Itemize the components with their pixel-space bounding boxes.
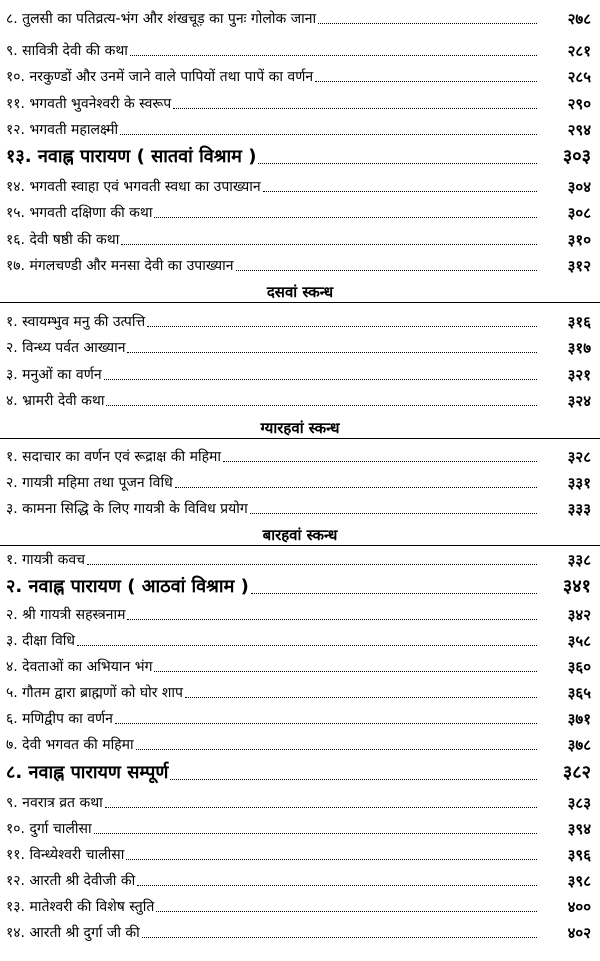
toc-entry — [6, 448, 591, 466]
entry-page-number: ३३८ — [567, 551, 591, 569]
entry-title: ४. देवताओं का अभियान भंग — [6, 659, 153, 675]
entry-title: १. सदाचार का वर्णन एवं रूद्राक्ष की महिमा — [6, 449, 222, 465]
toc-entry — [6, 551, 591, 569]
entry-page-number: २७८ — [567, 10, 591, 28]
entry-page-number: ३०४ — [567, 178, 591, 196]
entry-page-number: ३९४ — [567, 820, 591, 838]
toc-entry — [6, 231, 591, 249]
dot-leader — [147, 325, 537, 327]
toc-entry — [6, 710, 591, 728]
entry-page-number: २९० — [567, 95, 591, 113]
entry-page-number: २८१ — [567, 42, 591, 60]
entry-page-number: २९४ — [567, 121, 591, 139]
entry-page-number: ३३३ — [567, 500, 591, 518]
entry-page-number: ३४२ — [567, 606, 591, 624]
dot-leader — [223, 460, 537, 462]
toc-entry — [6, 898, 591, 916]
entry-title: ९. सावित्री देवी की कथा — [6, 43, 128, 59]
dot-leader — [136, 748, 537, 750]
entry-page-number: ३५८ — [567, 632, 591, 650]
dot-leader — [154, 670, 537, 672]
entry-page-number: ३०८ — [567, 204, 591, 222]
entry-title: ११. विन्ध्येश्वरी चालीसा — [6, 847, 125, 863]
entry-page-number: ३७८ — [567, 736, 591, 754]
entry-title: ५. गौतम द्वारा ब्राह्मणों को घोर शाप — [6, 685, 184, 701]
toc-entry — [6, 846, 591, 864]
dot-leader — [258, 162, 537, 164]
entry-page-number: ३१० — [567, 231, 591, 249]
dot-leader — [105, 806, 537, 808]
entry-page-number: ३६५ — [567, 684, 591, 702]
entry-title: ७. देवी भगवत की महिमा — [6, 737, 134, 753]
entry-title: १३. मातेश्वरी की विशेष स्तुति — [6, 899, 155, 915]
entry-title: १२. भगवती महालक्ष्मी — [6, 122, 119, 138]
entry-page-number: ३८३ — [567, 794, 591, 812]
entry-title: ८. नवाह्न पारायण सम्पूर्ण — [6, 762, 169, 783]
toc-entry — [6, 95, 591, 113]
dot-leader — [318, 22, 537, 24]
dot-leader — [236, 269, 537, 271]
entry-title: १. स्वायम्भुव मनु की उत्पत्ति — [6, 314, 146, 330]
dot-leader — [130, 54, 537, 56]
dot-leader — [126, 858, 537, 860]
entry-title: २. श्री गायत्री सहस्त्रनाम — [6, 607, 126, 623]
toc-entry — [6, 658, 591, 676]
dot-leader — [185, 696, 537, 698]
dot-leader — [315, 80, 537, 82]
toc-entry — [6, 178, 591, 196]
entry-title: १५. भगवती दक्षिणा की कथा — [6, 205, 153, 221]
toc-entry — [6, 257, 591, 275]
entry-title: ३. मनुओं का वर्णन — [6, 367, 102, 383]
entry-page-number: ३१६ — [567, 313, 591, 331]
entry-page-number: ३८२ — [562, 762, 591, 783]
entry-page-number: ३२८ — [567, 448, 591, 466]
toc-entry — [6, 339, 591, 357]
entry-title: १४. आरती श्री दुर्गा जी की — [6, 925, 140, 941]
dot-leader — [175, 486, 537, 488]
entry-title: ११. भगवती भुवनेश्वरी के स्वरूप — [6, 96, 172, 112]
entry-title: १०. दुर्गा चालीसा — [6, 821, 92, 837]
entry-title: १७. मंगलचण्डी और मनसा देवी का उपाख्यान — [6, 258, 234, 274]
toc-entry — [6, 204, 591, 222]
entry-title: २. विन्ध्य पर्वत आख्यान — [6, 340, 126, 356]
dot-leader — [104, 378, 537, 380]
entry-title: ३. दीक्षा विधि — [6, 633, 76, 649]
dot-leader — [137, 884, 537, 886]
section-heading: बारहवां स्कन्ध — [0, 525, 600, 546]
entry-title: १२. आरती श्री देवीजी की — [6, 873, 136, 889]
toc-entry — [6, 42, 591, 60]
toc-entry — [6, 794, 591, 812]
toc-entry — [6, 392, 591, 410]
dot-leader — [142, 936, 537, 938]
dot-leader — [170, 778, 537, 780]
dot-leader — [94, 832, 537, 834]
section-heading: दसवां स्कन्ध — [0, 282, 600, 303]
toc-entry — [6, 736, 591, 754]
dot-leader — [263, 190, 537, 192]
toc-entry — [6, 500, 591, 518]
entry-page-number: ३१२ — [567, 257, 591, 275]
toc-entry — [6, 606, 591, 624]
section-heading: ग्यारहवां स्कन्ध — [0, 418, 600, 439]
entry-page-number: ३९६ — [567, 846, 591, 864]
entry-title: ६. मणिद्वीप का वर्णन — [6, 711, 113, 727]
dot-leader — [127, 351, 537, 353]
entry-title: २. नवाह्न पारायण ( आठवां विश्राम ) — [6, 576, 249, 597]
entry-page-number: ४०२ — [567, 924, 591, 942]
entry-page-number: ३६० — [567, 658, 591, 676]
toc-entry — [6, 924, 591, 942]
entry-page-number: २८५ — [567, 68, 591, 86]
entry-title: ४. भ्रामरी देवी कथा — [6, 393, 105, 409]
toc-entry — [6, 632, 591, 650]
toc-entry — [6, 576, 591, 598]
entry-page-number: ३७१ — [567, 710, 591, 728]
dot-leader — [127, 618, 537, 620]
entry-page-number: ३३१ — [567, 474, 591, 492]
entry-page-number: ३१७ — [567, 339, 591, 357]
toc-entry — [6, 474, 591, 492]
toc-entry — [6, 121, 591, 139]
entry-title: ९. नवरात्र व्रत कथा — [6, 795, 103, 811]
dot-leader — [87, 563, 537, 565]
toc-entry — [6, 313, 591, 331]
toc-entry — [6, 366, 591, 384]
toc-entry — [6, 872, 591, 890]
dot-leader — [154, 216, 537, 218]
toc-entry — [6, 684, 591, 702]
entry-title: १०. नरकुण्डों और उनमें जाने वाले पापियों तथा पापें का वर्णन — [6, 69, 314, 85]
entry-page-number: ३२४ — [567, 392, 591, 410]
entry-title: १६. देवी षष्ठी की कथा — [6, 232, 120, 248]
dot-leader — [115, 722, 537, 724]
dot-leader — [77, 644, 537, 646]
dot-leader — [250, 512, 537, 514]
entry-page-number: ३४१ — [562, 576, 591, 597]
entry-title: १. गायत्री कवच — [6, 552, 86, 568]
dot-leader — [106, 404, 537, 406]
toc-entry — [6, 820, 591, 838]
entry-page-number: ३९८ — [567, 872, 591, 890]
entry-page-number: ३२१ — [567, 366, 591, 384]
entry-page-number: ३०३ — [562, 146, 591, 167]
entry-title: २. गायत्री महिमा तथा पूजन विधि — [6, 475, 173, 491]
entry-title: १४. भगवती स्वाहा एवं भगवती स्वधा का उपाख्यान — [6, 179, 261, 195]
dot-leader — [156, 910, 537, 912]
dot-leader — [173, 107, 537, 109]
dot-leader — [121, 243, 537, 245]
toc-entry — [6, 68, 591, 86]
toc-entry — [6, 10, 591, 28]
toc-entry — [6, 762, 591, 784]
entry-page-number: ४०० — [567, 898, 591, 916]
dot-leader — [120, 133, 537, 135]
entry-title: १३. नवाह्न पारायण ( सातवां विश्राम ) — [6, 146, 257, 167]
toc-entry — [6, 146, 591, 168]
entry-title: ८. तुलसी का पतिव्रत्य-भंग और शंखचूड़ का पुनः गोलोक जाना — [6, 11, 317, 27]
entry-title: ३. कामना सिद्धि के लिए गायत्री के विविध प्रयोग — [6, 501, 248, 517]
dot-leader — [251, 592, 537, 594]
